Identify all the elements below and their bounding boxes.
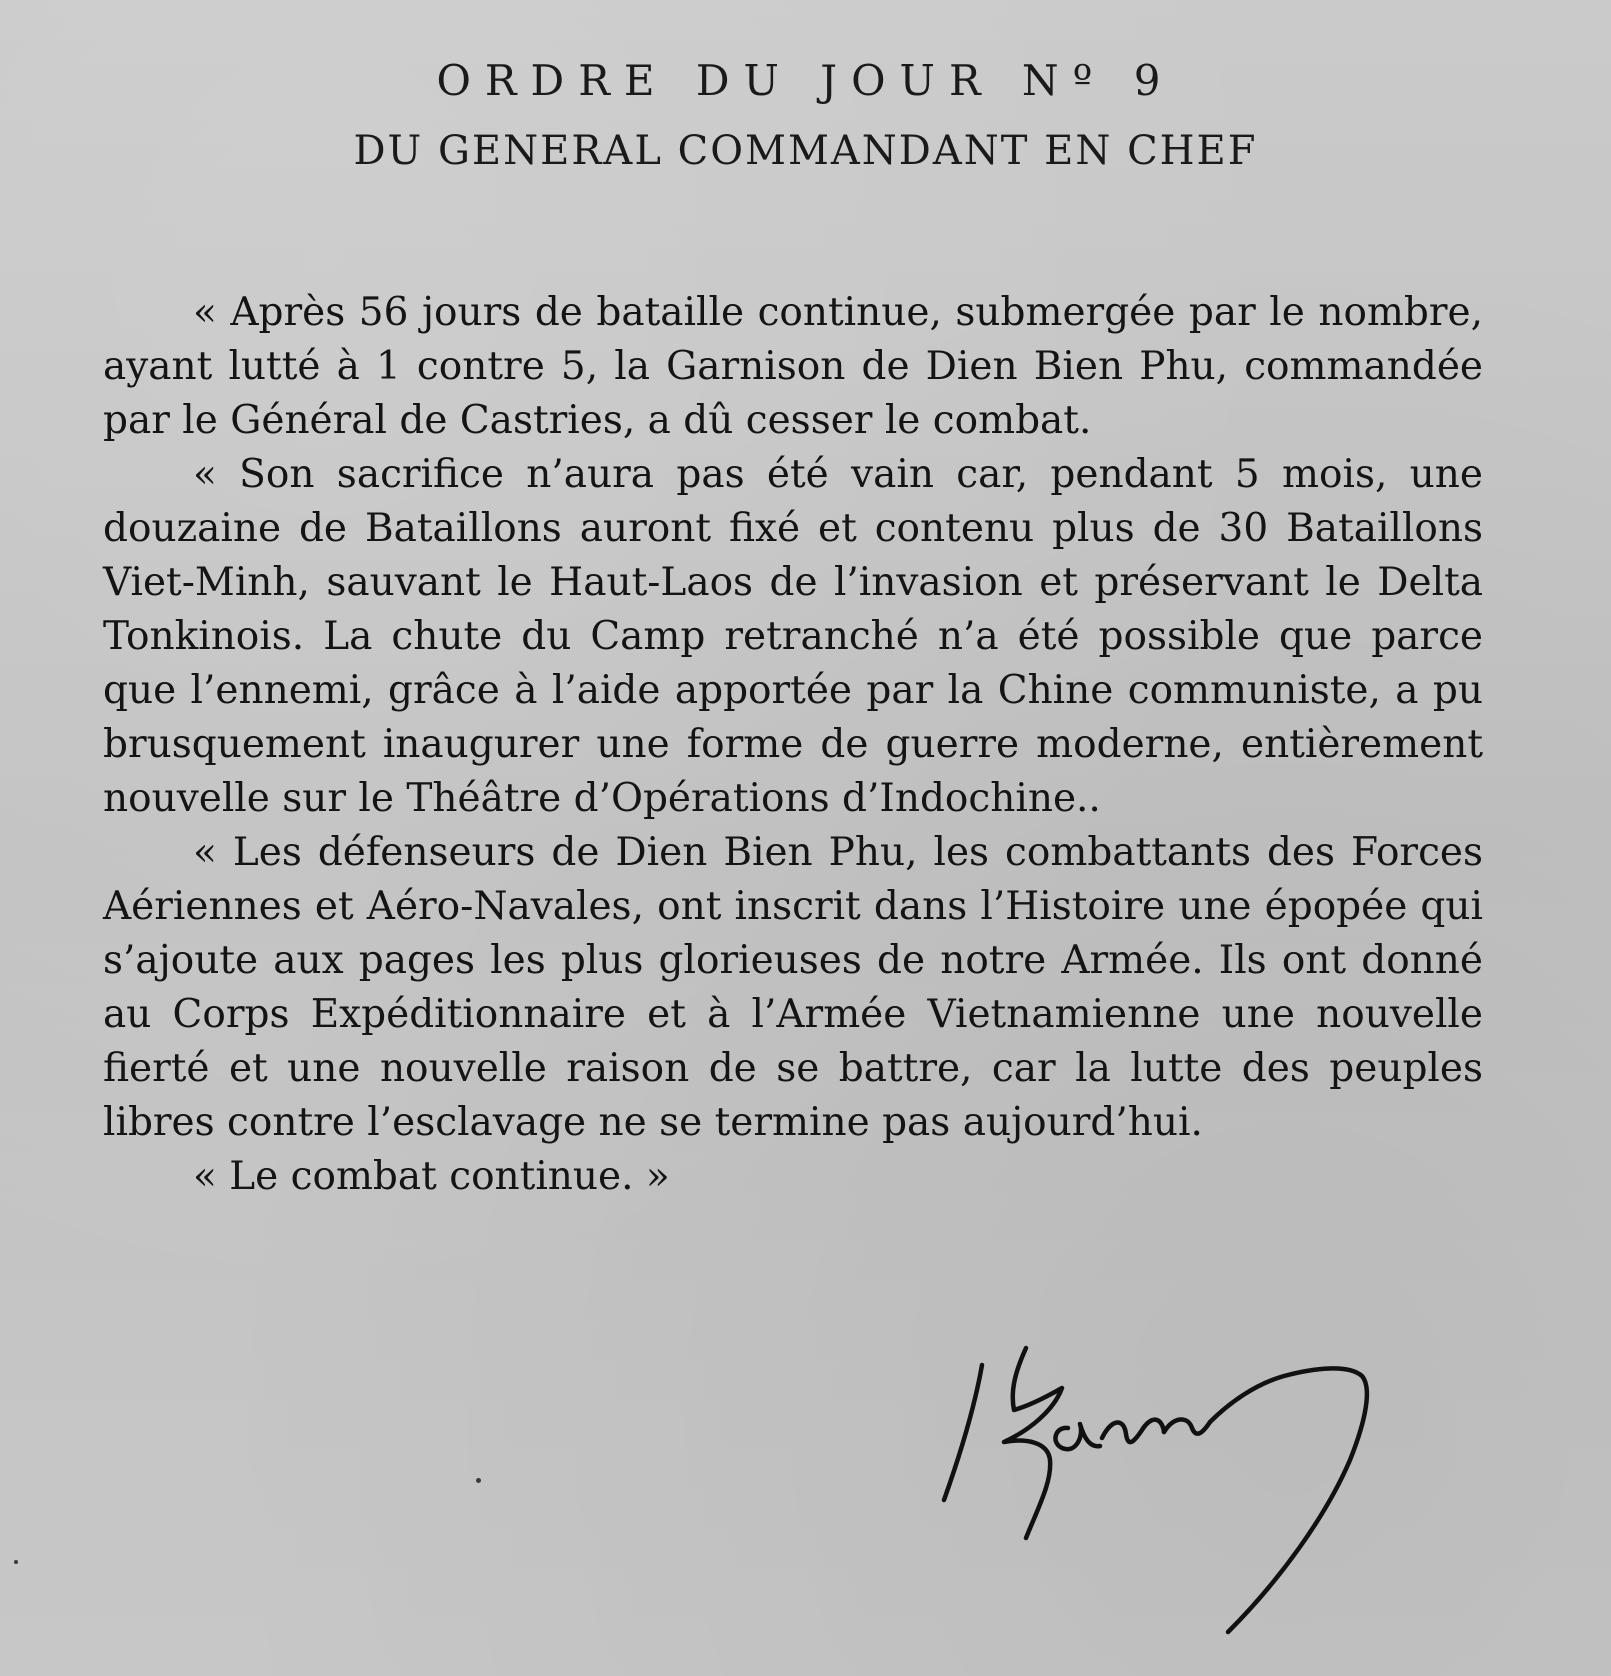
paper-speck [476, 1478, 481, 1483]
order-body [103, 286, 1483, 1204]
handwritten-signature [930, 1310, 1450, 1640]
paragraph-2: « Son sacrifice n’aura pas été vain car, pendant 5 mois, une douzaine de Bataillons auront fixé et contenu plus de 30 Bataillons Viet-Minh, sauvant le Haut-Laos de l’invasion et préservant le Delta Tonkinois. La chute du Camp retranché n’a été possible que parce que l’ennemi, grâce à l’aide apportée par la Chine communiste, a pu brusquement inaugurer une forme de guerre moderne, entièrement nouvelle sur le Théâtre d’Opérations d’Indochine.. [103, 452, 1483, 821]
order-title: ORDRE DU JOUR Nº 9 [436, 56, 1175, 105]
order-subtitle: DU GENERAL COMMANDANT EN CHEF [353, 128, 1258, 174]
paragraph-1: « Après 56 jours de bataille continue, submergée par le nombre, ayant lutté à 1 contre 5, la Garnison de Dien Bien Phu, commandée par le Général de Castries, a dû cesser le combat. [103, 290, 1483, 443]
paragraph-3: « Les défenseurs de Dien Bien Phu, les combattants des Forces Aériennes et Aéro-Navales, ont inscrit dans l’Histoire une épopée qui s’ajoute aux pages les plus glorieuses de notre Armée. Ils ont donné au Corps Expéditionnaire et à l’Armée Vietnamienne une nouvelle fierté et une nouvelle raison de se battre, car la lutte des peuples libres contre l’esclavage ne se termine pas aujourd’hui. [103, 830, 1483, 1145]
paper-speck [14, 1560, 18, 1564]
paragraph-4: « Le combat continue. » [193, 1154, 670, 1199]
